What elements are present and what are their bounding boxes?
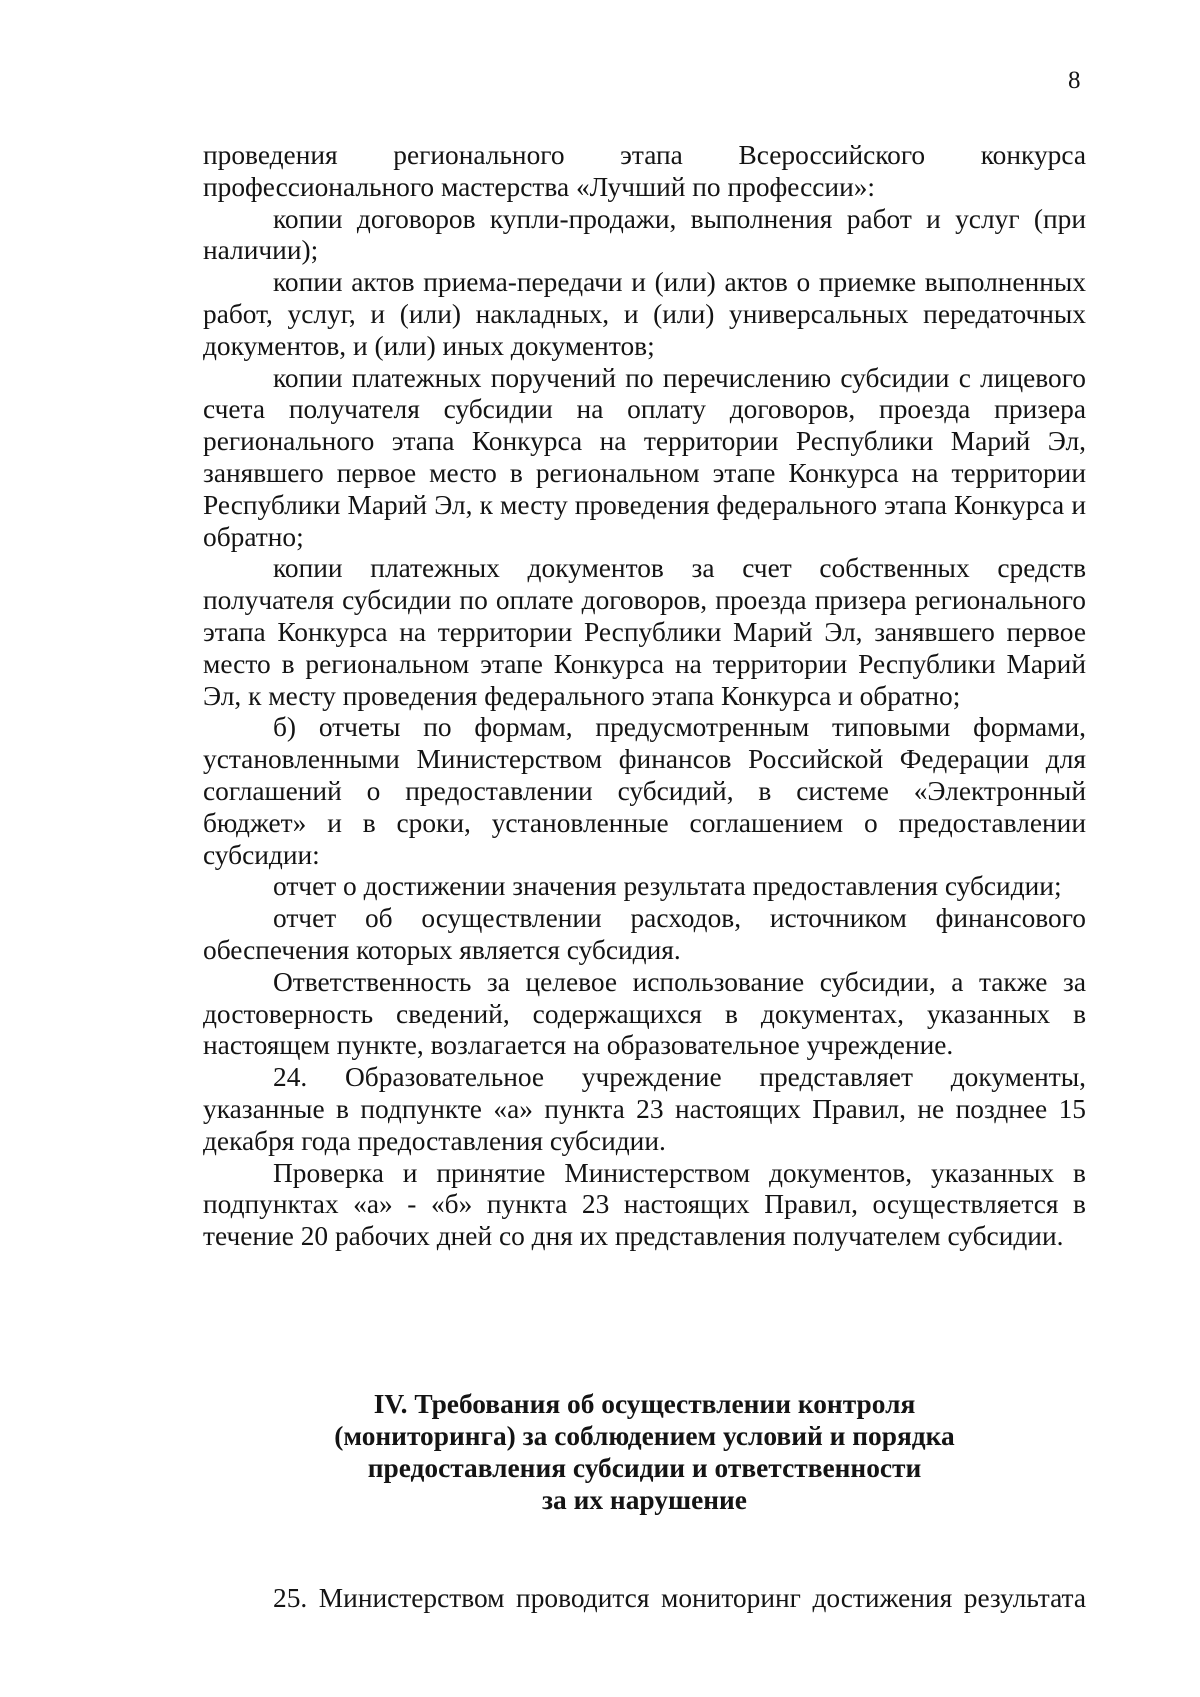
paragraph: Проверка и принятие Министерством документов, указанных в подпунктах «а» - «б» пункта 23 настоящих Правил, осуществляется в течение 20 рабочих дней со дня их представления получателем субсидии. [203,1157,1086,1252]
paragraph: копии платежных поручений по перечислению субсидии с лицевого счета получателя субсидии на оплату договоров, проезда призера регионального этапа Конкурса на территории Республики Марий Эл, занявшего первое место в региональном этапе Конкурса на территории Республики Марий Эл, к месту проведения федерального этапа Конкурса и обратно; [203,362,1086,552]
section-heading [203,1388,1086,1516]
paragraph: 24. Образовательное учреждение представляет документы, указанные в подпункте «а» пункта 23 настоящих Правил, не позднее 15 декабря года предоставления субсидии. [203,1062,1086,1156]
paragraph: б) отчеты по формам, предусмотренным типовыми формами, установленными Министерством финансов Российской Федерации для соглашений о предоставлении субсидий, в системе «Электронный бюджет» и в сроки, установленные соглашением о предоставлении субсидии: [203,712,1086,870]
page-number: 8 [1068,67,1081,94]
section-heading-line: (мониторинга) за соблюдением условий и порядка [334,1421,955,1451]
paragraph: отчет о достижении значения результата предоставления субсидии; [273,871,1062,902]
paragraph: копии актов приема-передачи и (или) актов о приемке выполненных работ, услуг, и (или) накладных, и (или) универсальных передаточных документов, и (или) иных документов; [203,267,1086,361]
section-heading-line: предоставления субсидии и ответственности [367,1453,922,1483]
paragraph: отчет об осуществлении расходов, источником финансового обеспечения которых является субсидия. [203,903,1086,965]
document-body [203,140,1086,1253]
final-paragraph [203,1583,1086,1615]
paragraph: 25. Министерством проводится мониторинг достижения результата [273,1583,1086,1613]
paragraph: Ответственность за целевое использование субсидии, а также за достоверность сведений, содержащихся в документах, указанных в настоящем пункте, возлагается на образовательное учреждение. [203,966,1086,1061]
section-heading-line: IV. Требования об осуществлении контроля [373,1389,916,1419]
paragraph: проведения регионального этапа Всероссийского конкурса профессионального мастерства «Лучший по профессии»: [203,140,1086,202]
paragraph: копии платежных документов за счет собственных средств получателя субсидии по оплате договоров, проезда призера регионального этапа Конкурса на территории Республики Марий Эл, занявшего первое место в региональном этапе Конкурса на территории Республики Марий Эл, к месту проведения федерального этапа Конкурса и обратно; [203,553,1086,711]
paragraph: копии договоров купли-продажи, выполнения работ и услуг (при наличии); [203,203,1086,266]
section-heading-line: за их нарушение [542,1485,747,1515]
